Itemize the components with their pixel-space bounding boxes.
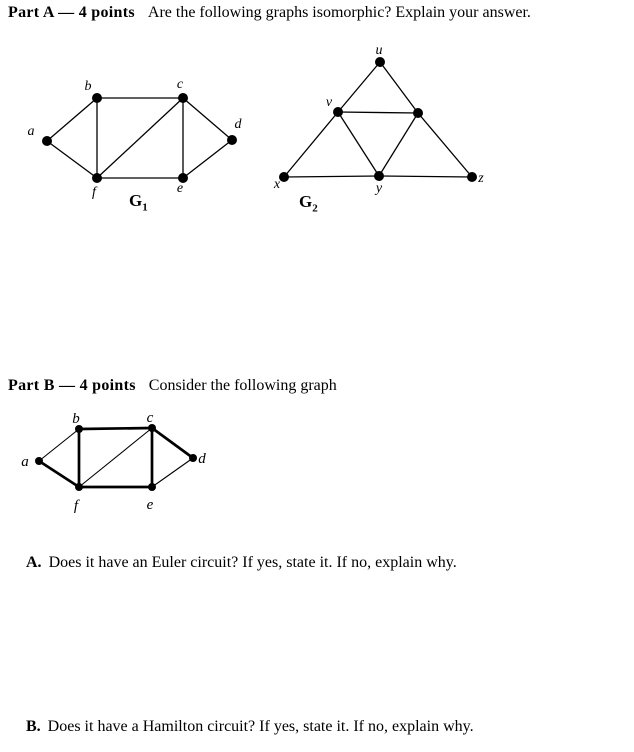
figure-label-g2-main: G bbox=[299, 192, 313, 211]
vertex-label-u: u bbox=[375, 43, 383, 58]
part-b-heading-bold: Part B — 4 points bbox=[8, 377, 136, 394]
edge-v-w bbox=[338, 112, 418, 113]
edge-v-y bbox=[338, 112, 379, 176]
question-b bbox=[26, 717, 474, 737]
edge-a-b bbox=[39, 429, 79, 461]
figure-label-g2 bbox=[299, 192, 318, 215]
vertex-z bbox=[467, 172, 477, 182]
edge-v-x bbox=[284, 112, 338, 177]
figure-label-g1-sub: 1 bbox=[142, 201, 148, 214]
vertex-d bbox=[227, 135, 237, 145]
graph-g2 bbox=[273, 43, 484, 196]
vertex-label-c: c bbox=[146, 410, 154, 426]
edge-c-f bbox=[79, 428, 152, 487]
edge-d-e bbox=[152, 458, 193, 487]
edge-u-v bbox=[338, 62, 380, 112]
vertex-label-v: v bbox=[325, 95, 333, 110]
figure-label-g1-main: G bbox=[129, 191, 143, 210]
part-b-heading-text: Consider the following graph bbox=[148, 377, 337, 394]
vertex-f bbox=[75, 483, 83, 491]
edge-w-z bbox=[418, 113, 472, 177]
vertex-label-d: d bbox=[234, 117, 242, 132]
question-a-label: A. bbox=[26, 554, 42, 571]
vertex-label-f: f bbox=[73, 498, 79, 514]
vertex-v bbox=[333, 107, 343, 117]
figure-label-g1 bbox=[129, 191, 148, 214]
vertex-x bbox=[279, 172, 289, 182]
vertex-b bbox=[92, 93, 102, 103]
part-a-heading-text: Are the following graphs isomorphic? Explain your answer. bbox=[147, 4, 531, 21]
graph-part-b bbox=[21, 410, 206, 514]
edge-c-d bbox=[183, 98, 232, 140]
vertex-label-x: x bbox=[273, 177, 281, 192]
question-b-label: B. bbox=[26, 718, 41, 735]
edge-w-y bbox=[379, 113, 418, 176]
question-a bbox=[26, 553, 457, 573]
vertex-label-y: y bbox=[375, 181, 383, 196]
edge-y-z bbox=[379, 176, 472, 177]
part-a-heading-bold: Part A — 4 points bbox=[8, 4, 135, 21]
vertex-label-f: f bbox=[92, 185, 96, 200]
edge-c-f bbox=[97, 98, 183, 178]
edge-d-e bbox=[183, 140, 232, 178]
vertex-c bbox=[178, 93, 188, 103]
vertex-label-e: e bbox=[146, 497, 154, 513]
edge-c-d bbox=[152, 428, 193, 458]
vertex-a bbox=[35, 457, 43, 465]
question-a-text: Does it have an Euler circuit? If yes, state it. If no, explain why. bbox=[48, 554, 457, 571]
vertex-label-c: c bbox=[176, 77, 184, 92]
edge-a-f bbox=[47, 141, 97, 178]
vertex-label-e: e bbox=[176, 181, 184, 196]
part-b-heading bbox=[8, 376, 337, 396]
edge-a-f bbox=[39, 461, 79, 487]
vertex-w bbox=[413, 108, 423, 118]
vertex-label-a: a bbox=[21, 454, 29, 470]
edge-b-c bbox=[79, 428, 152, 429]
edge-a-b bbox=[47, 98, 97, 141]
vertex-label-a: a bbox=[27, 124, 35, 139]
vertex-label-b: b bbox=[84, 79, 92, 94]
vertex-label-b: b bbox=[72, 411, 80, 427]
vertex-y bbox=[374, 171, 384, 181]
edge-x-y bbox=[284, 176, 379, 177]
vertex-u bbox=[375, 57, 385, 67]
vertex-f bbox=[92, 173, 102, 183]
edge-u-w bbox=[380, 62, 418, 113]
vertex-a bbox=[42, 136, 52, 146]
vertex-label-z: z bbox=[478, 171, 484, 186]
question-b-text: Does it have a Hamilton circuit? If yes, state it. If no, explain why. bbox=[47, 718, 474, 735]
vertex-label-d: d bbox=[198, 451, 206, 467]
vertex-e bbox=[148, 483, 156, 491]
graph-g1 bbox=[28, 77, 243, 200]
figure-label-g2-sub: 2 bbox=[312, 202, 318, 215]
vertex-d bbox=[189, 454, 197, 462]
